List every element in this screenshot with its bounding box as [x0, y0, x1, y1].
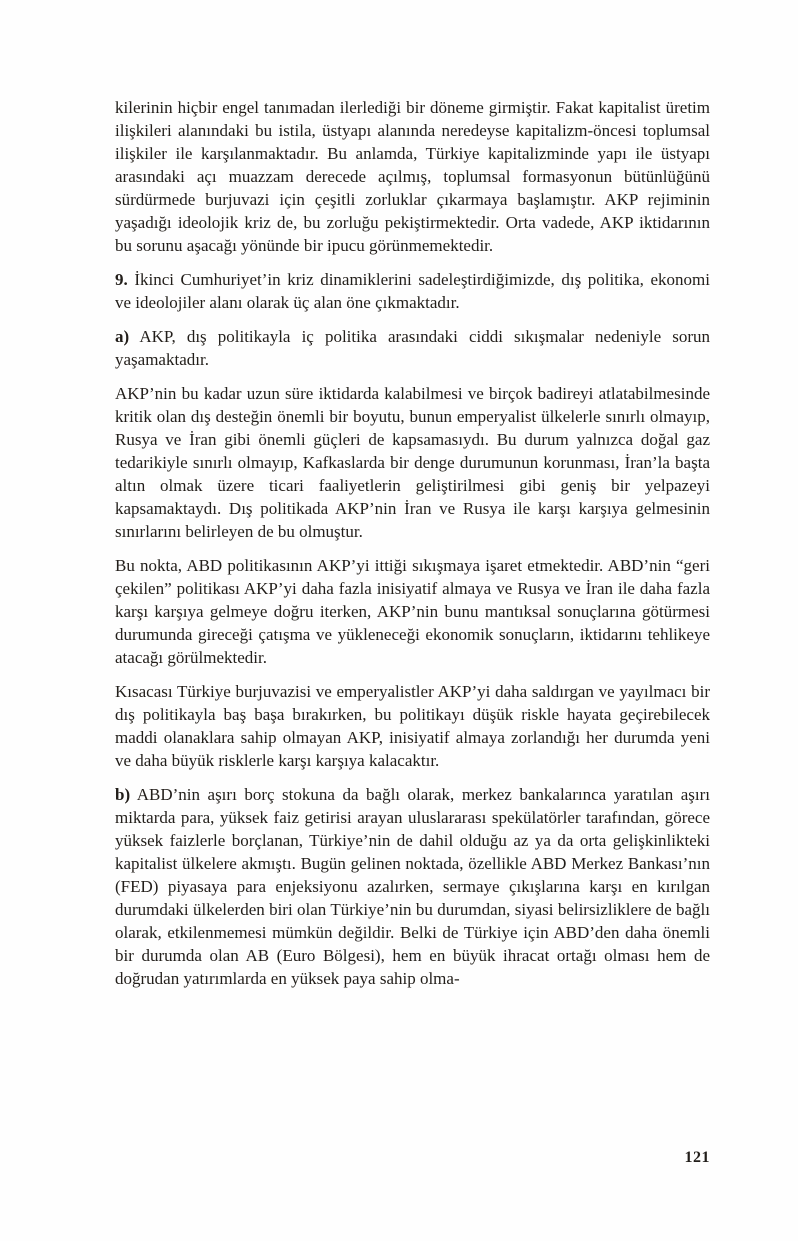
paragraph: [115, 783, 710, 990]
paragraph-text: ABD’nin aşırı borç stokuna da bağlı olarak, merkez bankalarınca yaratılan aşırı miktarda para, yüksek faiz getirisi arayan uluslararası spekülatörler tarafından, görece yüksek faizlerle borçlanan, Türkiye’nin de dahil olduğu az ya da orta gelişkinlikteki kapitalist ülkelere akmıştı. Bugün gelinen noktada, özellikle ABD Merkez Bankası’nın (FED) piyasaya para enjeksiyonu azalırken, sermaye çıkışlarına karşı en kırılgan durumdaki ülkelerden biri olan Türkiye’nin bu durumdan, siyasi belirsizliklere de bağlı olarak, etkilenmemesi mümkün değildir. Belki de Türkiye için ABD’den daha önemli bir durumda olan AB (Euro Bölgesi), hem en büyük ihracat ortağı olması hem de doğrudan yatırımlarda en yüksek paya sahip olma-: [115, 785, 710, 988]
paragraph: [115, 680, 710, 772]
paragraph-text: Bu nokta, ABD politikasının AKP’yi ittiği sıkışmaya işaret etmektedir. ABD’nin “geri çekilen” politikası AKP’yi daha fazla inisiyatif almaya ve Rusya ve İran ile daha fazla karşı karşıya gelmeye doğru iterken, AKP’nin bunu mantıksal sonuçlarına götürmesi durumunda gireceği çatışma ve yükleneceği ekonomik sonuçların, iktidarını tehlikeye atacağı görülmektedir.: [115, 556, 710, 667]
paragraph: [115, 325, 710, 371]
paragraph-lead: 9.: [115, 270, 128, 289]
paragraph: [115, 554, 710, 669]
paragraph: [115, 96, 710, 257]
paragraph-text: İkinci Cumhuriyet’in kriz dinamiklerini sadeleştirdiğimizde, dış politika, ekonomi ve ideolojiler alanı olarak üç alan öne çıkmaktadır.: [115, 270, 710, 312]
paragraph-lead: a): [115, 327, 130, 346]
paragraph-text: Kısacası Türkiye burjuvazisi ve emperyalistler AKP’yi daha saldırgan ve yayılmacı bir dış politikayla baş başa bırakırken, bu politikayı düşük riskle hayata geçirebilecek maddi olanaklara sahip olmayan AKP, inisiyatif almaya zorlandığı her durumda yeni ve daha büyük risklerle karşı karşıya kalacaktır.: [115, 682, 710, 770]
page-text: [115, 96, 710, 990]
paragraph: [115, 382, 710, 543]
paragraph-lead: b): [115, 785, 131, 804]
paragraph-text: kilerinin hiçbir engel tanımadan ilerlediği bir döneme girmiştir. Fakat kapitalist üretim ilişkileri alanındaki bu istila, üstyapı alanında neredeyse kapitalizm-öncesi toplumsal ilişkiler ile karşılanmaktadır. Bu anlamda, Türkiye kapitalizminde yapı ile üstyapı arasındaki açı muazzam derecede açılmış, toplumsal formasyonun bütünlüğünü sürdürmede burjuvazi için çeşitli zorluklar çıkarmaya başlamıştır. AKP rejiminin yaşadığı ideolojik kriz de, bu zorluğu pekiştirmektedir. Orta vadede, AKP iktidarının bu sorunu aşacağı yönünde bir ipucu görünmemektedir.: [115, 98, 710, 255]
paragraph-text: AKP, dış politikayla iç politika arasındaki ciddi sıkışmalar nedeniyle sorun yaşamaktadır.: [115, 327, 710, 369]
paragraph: [115, 268, 710, 314]
page-number: 121: [684, 1149, 710, 1166]
paragraph-text: AKP’nin bu kadar uzun süre iktidarda kalabilmesi ve birçok badireyi atlatabilmesinde kritik olan dış desteğin önemli bir boyutu, bunun emperyalist ülkelerle sınırlı olmayıp, Rusya ve İran gibi önemli güçleri de kapsamasıydı. Bu durum yalnızca doğal gaz tedarikiyle sınırlı olmayıp, Kafkaslarda bir denge durumunun korunması, İran’la başta altın olmak üzere ticari faaliyetlerin geliştirilmesi gibi geniş bir yelpazeyi kapsamaktaydı. Dış politikada AKP’nin İran ve Rusya ile karşı karşıya gelmesinin sınırlarını belirleyen de bu olmuştur.: [115, 384, 710, 541]
